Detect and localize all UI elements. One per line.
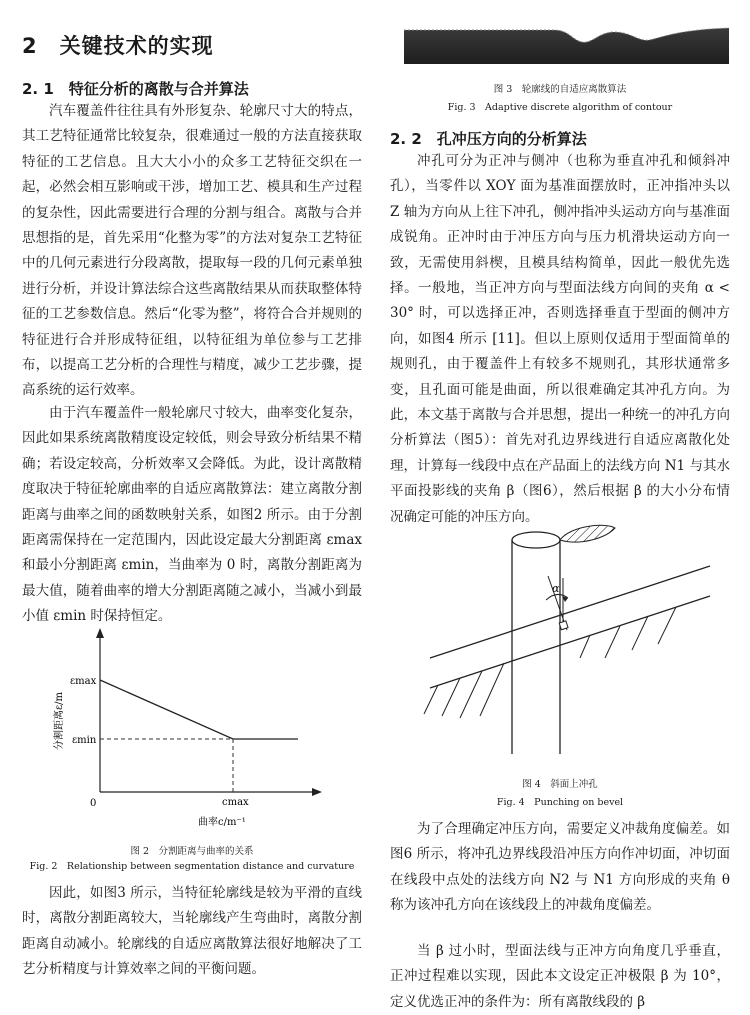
- figure-2-caption-zh: 图 2 分割距离与曲率的关系: [130, 846, 254, 857]
- figure-4-caption-en: Fig. 4 Punching on bevel: [496, 797, 624, 808]
- figure-3-caption-zh: 图 3 轮廓线的自适应离散算法: [493, 84, 627, 95]
- paragraph-2-2-a: 冲孔可分为正冲与侧冲（也称为垂直冲孔和倾斜冲孔），当零件以 XOY 面为基准面摆放时，正冲指冲头以 Z 轴为方向从上往下冲孔，侧冲指冲头运动方向与基准面成锐角。正冲时由于冲压方向与压力机滑块运动方向一致，无需使用斜楔，且模具结构简单，因此一般优先选择。一般地，当正冲方向与型面法线方向间的夹角 α < 30° 时，可以选择正冲，否则选择垂直于型面的侧冲方向，如图4 所示 [11]。但以上原则仅适用于型面简单的规则孔，由于覆盖件上有较多不规则孔，其形状通常多变，且孔面可能是曲面，所以很难确定其冲孔方向。为此，本文基于离散与合并思想，提出一种统一的冲孔方向分析算法（图5）：首先对孔边界线进行自适应离散化处理，计算每一线段中点在产品面上的法线方向 N1 与其水平面投影线的夹角 β（图6），然后根据 β 的大小分布情况确定可能的冲压方向。: [390, 153, 730, 525]
- emin-label: εmin: [72, 735, 97, 746]
- alpha-label: α: [552, 582, 560, 595]
- emax-label: εmax: [70, 676, 97, 687]
- cmax-label: cmax: [222, 797, 249, 808]
- figure-3-caption-en: Fig. 3 Adaptive discrete algorithm of contour: [447, 102, 673, 113]
- subsection-2-1-heading: 2. 1 特征分析的离散与合并算法: [22, 80, 249, 98]
- paragraph-2-1-b: 由于汽车覆盖件一般轮廓尺寸较大，曲率变化复杂，因此如果系统离散精度设定较低，则会导致分析结果不精确；若设定较高，分析效率又会降低。为此，设计离散精度取决于特征轮廓曲率的自适应离散算法：建立离散分割距离与曲率之间的函数映射关系，如图2 所示。由于分割距离需保持在一定范围内，因此设定最大分割距离 εmax 和最小分割距离 εmin，当曲率为 0 时，离散分割距离为最大值，随着曲率的增大分割距离随之减小，当减小到最小值 εmin 时保持恒定。: [22, 405, 362, 625]
- origin-label: 0: [90, 798, 97, 809]
- figure-2-chart: [40, 622, 330, 837]
- figure-2-caption-en: Fig. 2 Relationship between segmentation distance and curvature: [29, 861, 355, 872]
- figure-3-image: [404, 22, 729, 68]
- segmentation-curve: [100, 680, 298, 739]
- paragraph-2-2-b: 为了合理确定冲压方向，需要定义冲裁角度偏差。如图6 所示，将冲孔边界线段沿冲压方向作冲切面，冲切面在线段中点处的法线方向 N2 与 N1 方向形成的夹角 θ 称为该冲孔方向在该线段上的冲裁角度偏差。: [390, 821, 730, 914]
- section-heading: 2 关键技术的实现: [22, 34, 214, 58]
- y-axis-arrow: [96, 628, 104, 638]
- paragraph-2-1-a: 汽车覆盖件往往具有外形复杂、轮廓尺寸大的特点，其工艺特征通常比较复杂，很难通过一般的方法直接获取特征的工艺信息。且大大小小的众多工艺特征交织在一起，必然会相互影响或干涉，增加工艺、模具和生产过程的复杂性，因此需要进行合理的分割与组合。离散与合并思想指的是，首先采用“化整为零”的方法对复杂工艺特征中的几何元素进行分段离散，提取每一段的几何元素单独进行分析，并设计算法综合这些离散结果从而获取整体特征的工艺参数信息。然后“化零为整”，将符合合并规则的特征进行合并形成特征组，以特征组为单位参与工艺排布，以提高工艺分析的合理性与精度，减少工艺步骤，提高系统的运行效率。: [22, 103, 362, 399]
- figure-4-diagram: [420, 518, 720, 768]
- paragraph-2-2-c: 当 β 过小时，型面法线与正冲方向角度几乎垂直，正冲过程难以实现，因此本文设定正冲极限 β 为 10°，定义优选正冲的条件为：所有离散线段的 β: [390, 943, 730, 1010]
- x-axis-arrow: [312, 788, 322, 796]
- paragraph-2-1-c: 因此，如图3 所示，当特征轮廓线是较为平滑的直线时，离散分割距离较大，当轮廓线产生弯曲时，离散分割距离自动减小。轮廓线的自适应离散算法很好地解决了工艺分析精度与计算效率之间的平衡问题。: [22, 885, 362, 978]
- x-axis-label: 曲率c/m⁻¹: [198, 817, 246, 828]
- figure-4-caption-zh: 图 4 斜面上冲孔: [522, 779, 598, 790]
- subsection-2-2-heading: 2. 2 孔冲压方向的分析算法: [390, 130, 587, 148]
- y-axis-label: 分割距离ε/m: [54, 691, 65, 750]
